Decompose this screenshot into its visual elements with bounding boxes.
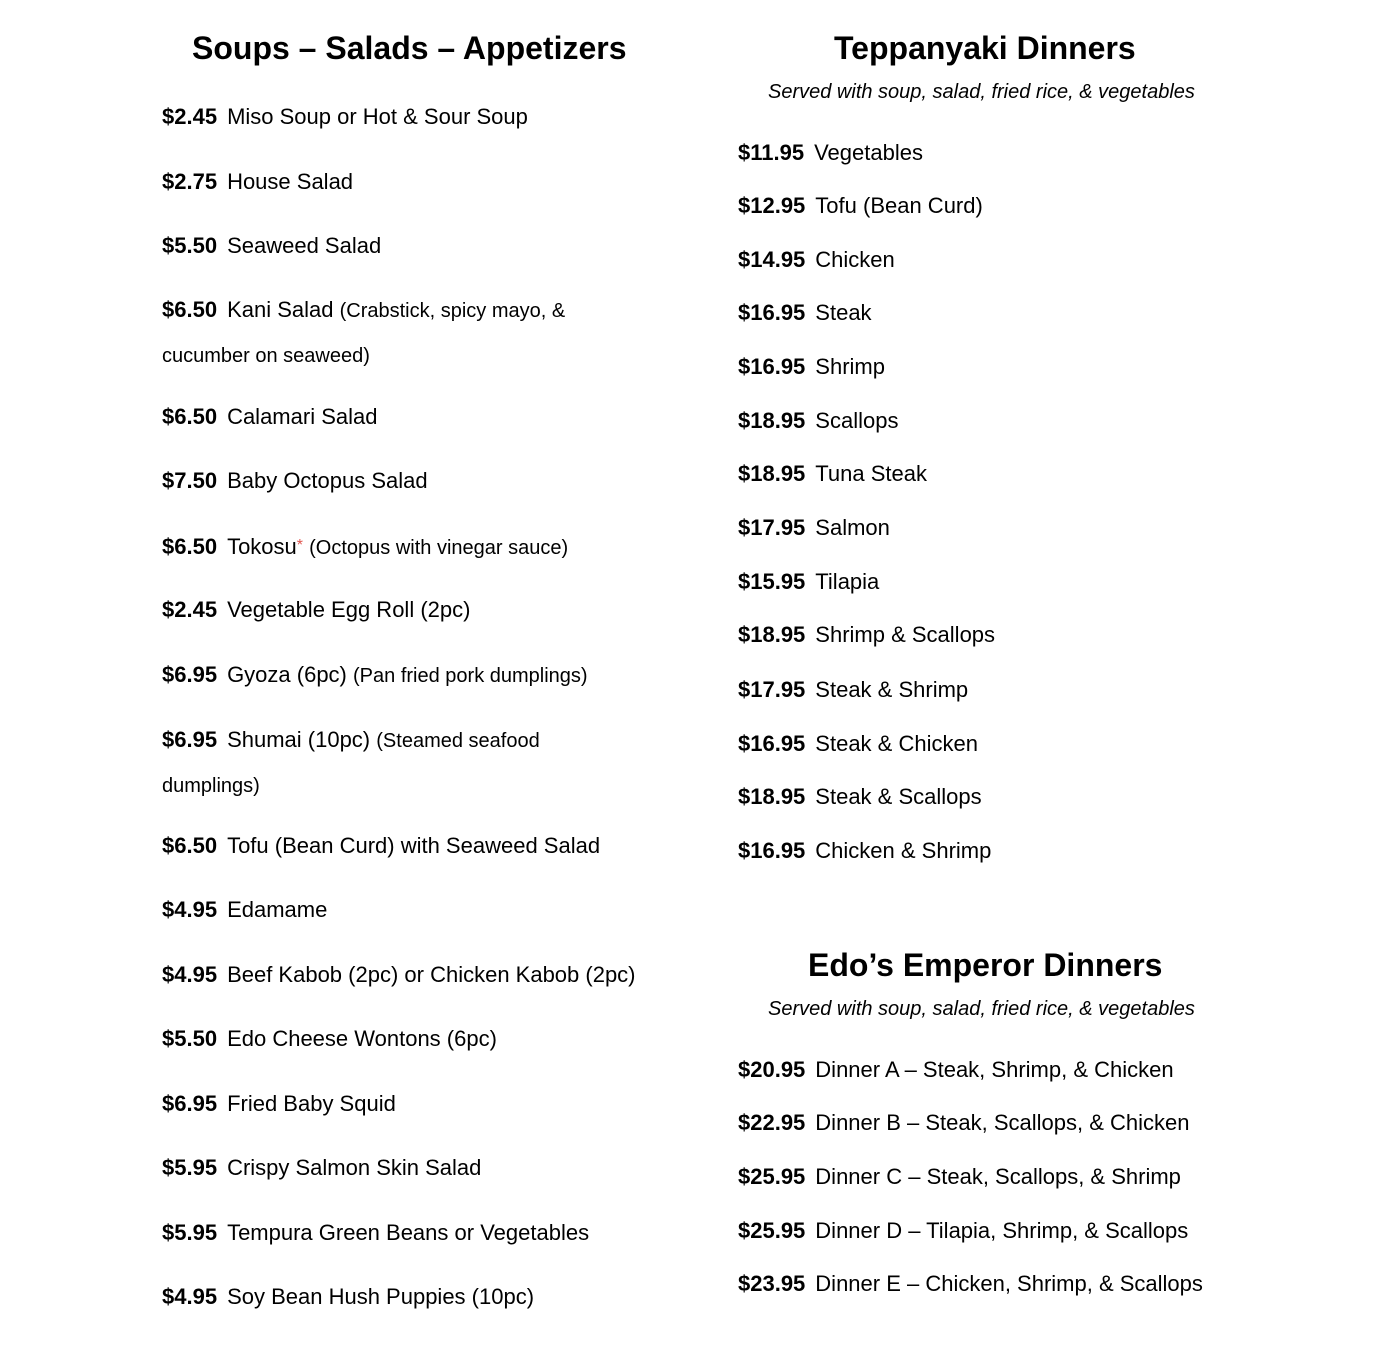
section-title-appetizers: Soups – Salads – Appetizers [192, 30, 627, 66]
menu-item [162, 224, 381, 268]
item-name: Vegetables [814, 140, 923, 165]
menu-item [738, 560, 879, 604]
item-name: Kani Salad [227, 297, 334, 322]
item-price: $18.95 [738, 784, 806, 809]
item-price: $22.95 [738, 1110, 806, 1135]
item-price: $6.95 [162, 727, 218, 752]
item-price: $11.95 [738, 140, 805, 165]
item-price: $17.95 [738, 515, 806, 540]
menu-item [738, 1048, 1174, 1092]
item-price: $15.95 [738, 569, 806, 594]
item-name: Fried Baby Squid [227, 1091, 396, 1116]
item-name: Tofu (Bean Curd) with Seaweed Salad [227, 833, 601, 858]
item-price: $2.45 [162, 597, 218, 622]
menu-item [738, 506, 890, 550]
item-name: Chicken [815, 247, 895, 272]
menu-item [162, 1017, 497, 1061]
item-name: Dinner C – Steak, Scallops, & Shrimp [815, 1164, 1181, 1189]
item-name: Tokosu [227, 534, 297, 559]
item-price: $16.95 [738, 731, 806, 756]
menu-item [738, 399, 898, 443]
item-price: $6.50 [162, 534, 218, 559]
item-name: Seaweed Salad [227, 233, 382, 258]
item-price: $5.50 [162, 233, 218, 258]
item-price: $5.95 [162, 1155, 218, 1180]
item-name: Dinner D – Tilapia, Shrimp, & Scallops [815, 1218, 1189, 1243]
menu-item [162, 1146, 481, 1190]
menu-item [162, 95, 528, 139]
item-name: Steak [815, 300, 872, 325]
item-name: Steak & Chicken [815, 731, 978, 756]
item-note: (Octopus with vinegar sauce) [309, 537, 569, 559]
menu-item [738, 1262, 1203, 1306]
menu-item [738, 1209, 1188, 1253]
section-subtitle-emperor: Served with soup, salad, fried rice, & vegetables [768, 998, 1195, 1020]
menu-item [738, 452, 927, 496]
item-name: Shrimp & Scallops [815, 622, 996, 647]
item-name: Shrimp [815, 354, 885, 379]
item-name: Tofu (Bean Curd) [815, 193, 983, 218]
item-price: $4.95 [162, 897, 218, 922]
item-price: $4.95 [162, 1284, 218, 1309]
item-price: $6.95 [162, 662, 218, 687]
menu-item [738, 131, 923, 175]
section-subtitle-teppanyaki: Served with soup, salad, fried rice, & vegetables [768, 81, 1195, 103]
item-name: Calamari Salad [227, 404, 378, 429]
item-name: Shumai (10pc) [227, 727, 371, 752]
item-price: $6.50 [162, 404, 218, 429]
item-price: $25.95 [738, 1218, 806, 1243]
item-price: $25.95 [738, 1164, 806, 1189]
menu-item [162, 888, 327, 932]
item-name: Chicken & Shrimp [815, 838, 992, 863]
item-price: $5.50 [162, 1026, 218, 1051]
menu-item [738, 184, 983, 228]
menu-item [162, 718, 642, 808]
item-name: Tuna Steak [815, 461, 927, 486]
item-note: (Steamed seafood dumplings) [162, 730, 540, 797]
menu-item [162, 1275, 534, 1319]
section-title-emperor: Edo’s Emperor Dinners [808, 947, 1163, 983]
menu-item [162, 824, 600, 868]
menu-item [738, 238, 895, 282]
item-price: $12.95 [738, 193, 806, 218]
item-price: $5.95 [162, 1220, 218, 1245]
item-name: House Salad [227, 169, 354, 194]
item-name: Vegetable Egg Roll (2pc) [227, 597, 471, 622]
item-price: $16.95 [738, 300, 806, 325]
item-name: Steak & Shrimp [815, 677, 969, 702]
menu-item [162, 1082, 396, 1126]
menu-item [738, 291, 872, 335]
item-name: Soy Bean Hush Puppies (10pc) [227, 1284, 535, 1309]
item-price: $6.50 [162, 297, 218, 322]
item-name: Gyoza (6pc) [227, 662, 347, 687]
section-title-teppanyaki: Teppanyaki Dinners [834, 30, 1136, 66]
item-name: Edo Cheese Wontons (6pc) [227, 1026, 497, 1051]
item-price: $17.95 [738, 677, 806, 702]
item-price: $18.95 [738, 408, 806, 433]
menu-item [738, 829, 991, 873]
item-price: $6.95 [162, 1091, 218, 1116]
menu-item [162, 459, 428, 503]
item-name: Miso Soup or Hot & Sour Soup [227, 104, 528, 129]
menu-item [162, 395, 377, 439]
menu-item [162, 160, 353, 204]
menu-item [738, 722, 978, 766]
menu-item [162, 288, 642, 378]
menu-item [738, 775, 982, 819]
item-price: $16.95 [738, 838, 806, 863]
item-price: $18.95 [738, 461, 806, 486]
item-price: $18.95 [738, 622, 806, 647]
menu-item [162, 1211, 589, 1255]
item-name: Edamame [227, 897, 328, 922]
item-price: $23.95 [738, 1271, 806, 1296]
item-price: $2.45 [162, 104, 218, 129]
menu-item [738, 345, 885, 389]
menu-item [162, 953, 636, 997]
item-note: (Pan fried pork dumplings) [353, 665, 588, 687]
item-price: $6.50 [162, 833, 218, 858]
item-price: $7.50 [162, 468, 218, 493]
item-price: $2.75 [162, 169, 218, 194]
item-name: Scallops [815, 408, 899, 433]
menu-item [738, 668, 968, 712]
item-price: $16.95 [738, 354, 806, 379]
item-note: (Crabstick, spicy mayo, & cucumber on seaweed) [162, 300, 566, 367]
menu-item [738, 613, 995, 657]
menu-item [738, 1101, 1189, 1145]
item-price: $14.95 [738, 247, 806, 272]
menu-item [162, 588, 470, 632]
item-name: Crispy Salmon Skin Salad [227, 1155, 482, 1180]
menu-item [738, 1155, 1181, 1199]
item-name: Beef Kabob (2pc) or Chicken Kabob (2pc) [227, 962, 636, 987]
item-price: $4.95 [162, 962, 218, 987]
item-name: Tilapia [815, 569, 880, 594]
menu-item [162, 653, 588, 698]
item-name: Dinner E – Chicken, Shrimp, & Scallops [815, 1271, 1203, 1296]
raw-warning-asterisk: * [296, 537, 304, 554]
item-name: Dinner B – Steak, Scallops, & Chicken [815, 1110, 1190, 1135]
item-name: Salmon [815, 515, 890, 540]
item-price: $20.95 [738, 1057, 806, 1082]
menu-item [162, 524, 568, 570]
item-name: Baby Octopus Salad [227, 468, 428, 493]
item-name: Tempura Green Beans or Vegetables [227, 1220, 590, 1245]
item-name: Dinner A – Steak, Shrimp, & Chicken [815, 1057, 1174, 1082]
item-name: Steak & Scallops [815, 784, 982, 809]
